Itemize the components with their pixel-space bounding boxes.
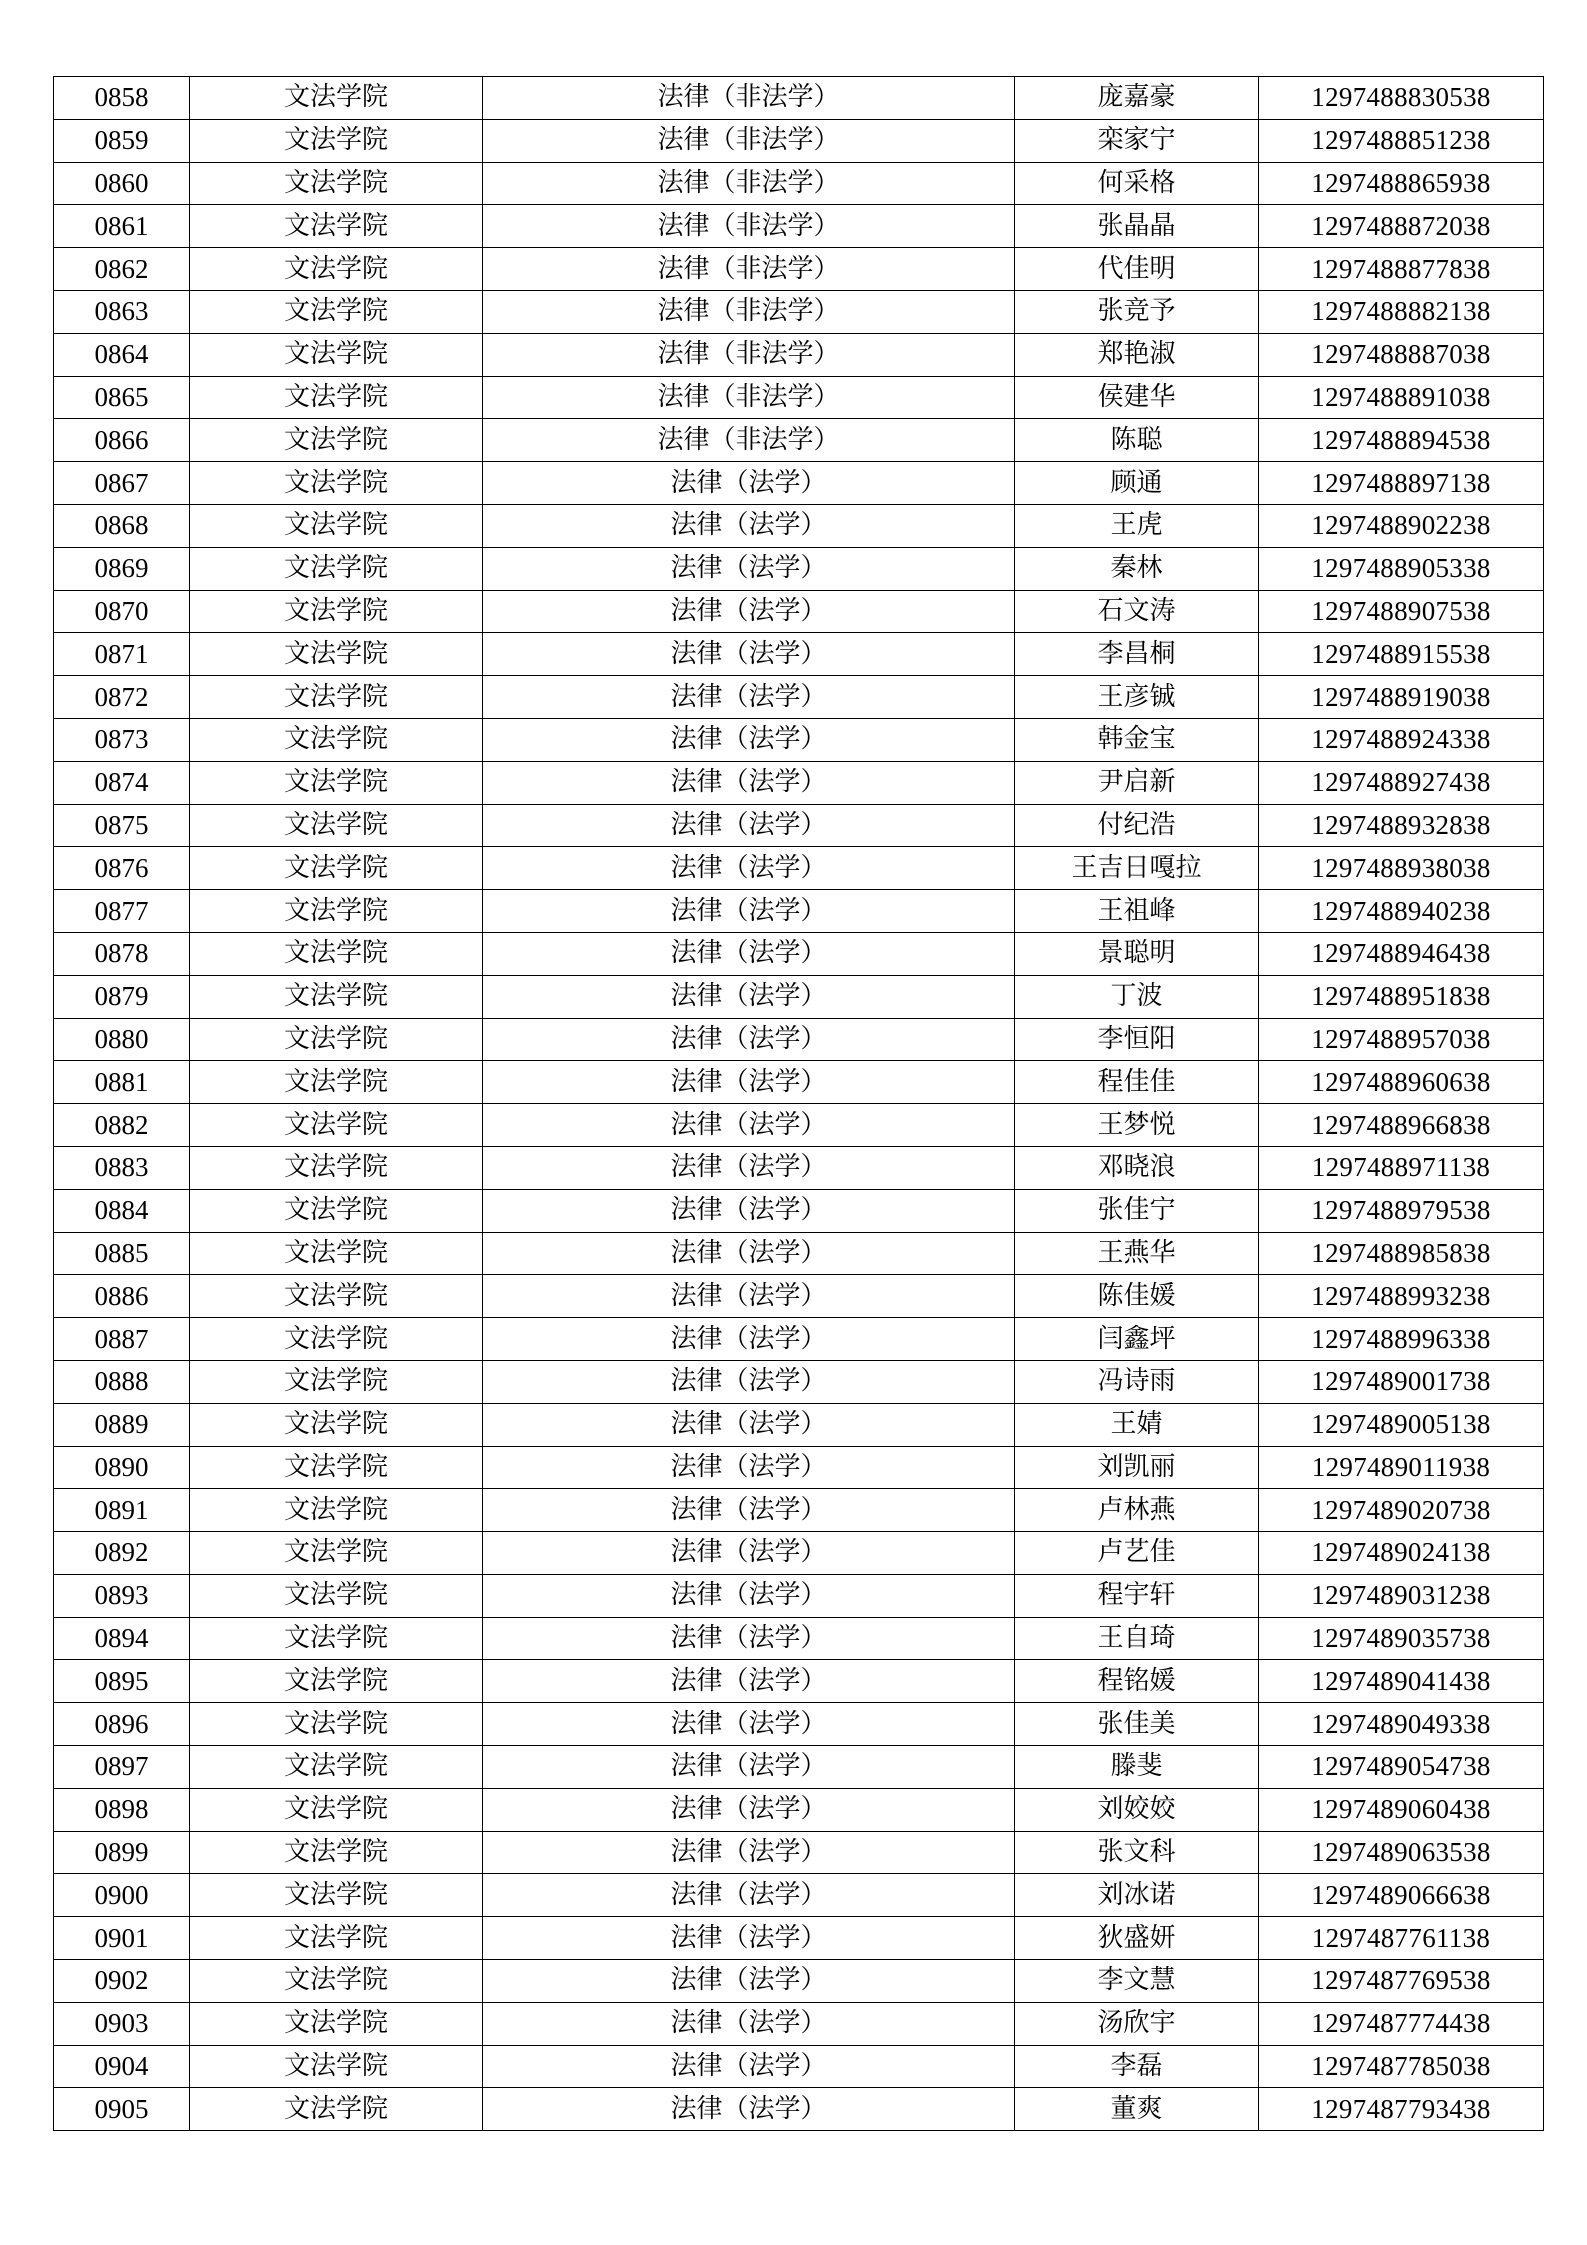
- student-name-cell: 王自琦: [1015, 1617, 1259, 1660]
- roster-table-body: [54, 77, 1544, 2131]
- table-row: [54, 1275, 1544, 1318]
- exam-id-cell: 1297488927438: [1259, 761, 1544, 804]
- college-cell: 文法学院: [190, 847, 483, 890]
- major-cell: 法律（非法学）: [483, 205, 1015, 248]
- exam-id-cell: 1297488985838: [1259, 1232, 1544, 1275]
- serial-number-cell: 0904: [54, 2045, 190, 2088]
- serial-number-cell: 0899: [54, 1831, 190, 1874]
- student-name-cell: 张佳宁: [1015, 1189, 1259, 1232]
- table-row: [54, 1831, 1544, 1874]
- serial-number-cell: 0893: [54, 1574, 190, 1617]
- college-cell: 文法学院: [190, 1574, 483, 1617]
- major-cell: 法律（非法学）: [483, 419, 1015, 462]
- student-name-cell: 代佳明: [1015, 248, 1259, 291]
- major-cell: 法律（非法学）: [483, 376, 1015, 419]
- major-cell: 法律（法学）: [483, 1403, 1015, 1446]
- table-row: [54, 1917, 1544, 1960]
- major-cell: 法律（非法学）: [483, 248, 1015, 291]
- college-cell: 文法学院: [190, 1874, 483, 1917]
- exam-id-cell: 1297487761138: [1259, 1917, 1544, 1960]
- exam-id-cell: 1297488957038: [1259, 1018, 1544, 1061]
- table-row: [54, 547, 1544, 590]
- student-name-cell: 石文涛: [1015, 590, 1259, 633]
- exam-id-cell: 1297488938038: [1259, 847, 1544, 890]
- college-cell: 文法学院: [190, 1189, 483, 1232]
- major-cell: 法律（法学）: [483, 847, 1015, 890]
- college-cell: 文法学院: [190, 718, 483, 761]
- exam-id-cell: 1297488902238: [1259, 504, 1544, 547]
- college-cell: 文法学院: [190, 419, 483, 462]
- exam-id-cell: 1297488830538: [1259, 77, 1544, 120]
- serial-number-cell: 0867: [54, 462, 190, 505]
- college-cell: 文法学院: [190, 376, 483, 419]
- exam-id-cell: 1297488971138: [1259, 1146, 1544, 1189]
- serial-number-cell: 0890: [54, 1446, 190, 1489]
- college-cell: 文法学院: [190, 333, 483, 376]
- exam-id-cell: 1297489031238: [1259, 1574, 1544, 1617]
- college-cell: 文法学院: [190, 1061, 483, 1104]
- student-name-cell: 栾家宁: [1015, 119, 1259, 162]
- exam-id-cell: 1297489035738: [1259, 1617, 1544, 1660]
- exam-id-cell: 1297489063538: [1259, 1831, 1544, 1874]
- table-row: [54, 1446, 1544, 1489]
- serial-number-cell: 0901: [54, 1917, 190, 1960]
- serial-number-cell: 0896: [54, 1703, 190, 1746]
- student-name-cell: 付纪浩: [1015, 804, 1259, 847]
- college-cell: 文法学院: [190, 676, 483, 719]
- table-row: [54, 847, 1544, 890]
- serial-number-cell: 0877: [54, 890, 190, 933]
- student-name-cell: 王祖峰: [1015, 890, 1259, 933]
- table-row: [54, 633, 1544, 676]
- major-cell: 法律（法学）: [483, 1788, 1015, 1831]
- college-cell: 文法学院: [190, 1532, 483, 1575]
- serial-number-cell: 0862: [54, 248, 190, 291]
- serial-number-cell: 0879: [54, 975, 190, 1018]
- serial-number-cell: 0885: [54, 1232, 190, 1275]
- serial-number-cell: 0895: [54, 1660, 190, 1703]
- exam-id-cell: 1297488891038: [1259, 376, 1544, 419]
- table-row: [54, 162, 1544, 205]
- college-cell: 文法学院: [190, 1660, 483, 1703]
- major-cell: 法律（法学）: [483, 1917, 1015, 1960]
- student-name-cell: 刘凯丽: [1015, 1446, 1259, 1489]
- college-cell: 文法学院: [190, 1275, 483, 1318]
- serial-number-cell: 0887: [54, 1318, 190, 1361]
- table-row: [54, 1403, 1544, 1446]
- serial-number-cell: 0880: [54, 1018, 190, 1061]
- college-cell: 文法学院: [190, 932, 483, 975]
- major-cell: 法律（法学）: [483, 1746, 1015, 1789]
- table-row: [54, 1660, 1544, 1703]
- exam-id-cell: 1297488865938: [1259, 162, 1544, 205]
- college-cell: 文法学院: [190, 119, 483, 162]
- major-cell: 法律（法学）: [483, 1360, 1015, 1403]
- student-name-cell: 王吉日嘎拉: [1015, 847, 1259, 890]
- major-cell: 法律（法学）: [483, 1446, 1015, 1489]
- table-row: [54, 890, 1544, 933]
- serial-number-cell: 0892: [54, 1532, 190, 1575]
- major-cell: 法律（法学）: [483, 1660, 1015, 1703]
- exam-id-cell: 1297488877838: [1259, 248, 1544, 291]
- college-cell: 文法学院: [190, 205, 483, 248]
- table-row: [54, 1874, 1544, 1917]
- exam-id-cell: 1297489049338: [1259, 1703, 1544, 1746]
- student-name-cell: 程铭媛: [1015, 1660, 1259, 1703]
- exam-id-cell: 1297489011938: [1259, 1446, 1544, 1489]
- student-name-cell: 侯建华: [1015, 376, 1259, 419]
- serial-number-cell: 0868: [54, 504, 190, 547]
- college-cell: 文法学院: [190, 248, 483, 291]
- major-cell: 法律（法学）: [483, 1489, 1015, 1532]
- exam-id-cell: 1297487774438: [1259, 2002, 1544, 2045]
- student-name-cell: 王彦铖: [1015, 676, 1259, 719]
- college-cell: 文法学院: [190, 1617, 483, 1660]
- college-cell: 文法学院: [190, 761, 483, 804]
- major-cell: 法律（法学）: [483, 890, 1015, 933]
- table-row: [54, 419, 1544, 462]
- major-cell: 法律（法学）: [483, 1831, 1015, 1874]
- major-cell: 法律（非法学）: [483, 119, 1015, 162]
- college-cell: 文法学院: [190, 804, 483, 847]
- college-cell: 文法学院: [190, 2088, 483, 2131]
- college-cell: 文法学院: [190, 1746, 483, 1789]
- serial-number-cell: 0863: [54, 290, 190, 333]
- exam-id-cell: 1297488907538: [1259, 590, 1544, 633]
- major-cell: 法律（法学）: [483, 633, 1015, 676]
- college-cell: 文法学院: [190, 1446, 483, 1489]
- student-name-cell: 景聪明: [1015, 932, 1259, 975]
- table-row: [54, 1318, 1544, 1361]
- exam-id-cell: 1297488960638: [1259, 1061, 1544, 1104]
- major-cell: 法律（非法学）: [483, 290, 1015, 333]
- table-row: [54, 718, 1544, 761]
- table-row: [54, 2045, 1544, 2088]
- college-cell: 文法学院: [190, 77, 483, 120]
- student-name-cell: 丁波: [1015, 975, 1259, 1018]
- college-cell: 文法学院: [190, 462, 483, 505]
- major-cell: 法律（法学）: [483, 1874, 1015, 1917]
- college-cell: 文法学院: [190, 1960, 483, 2003]
- major-cell: 法律（法学）: [483, 1146, 1015, 1189]
- exam-id-cell: 1297488940238: [1259, 890, 1544, 933]
- serial-number-cell: 0891: [54, 1489, 190, 1532]
- serial-number-cell: 0874: [54, 761, 190, 804]
- serial-number-cell: 0875: [54, 804, 190, 847]
- table-row: [54, 1061, 1544, 1104]
- college-cell: 文法学院: [190, 2045, 483, 2088]
- college-cell: 文法学院: [190, 2002, 483, 2045]
- college-cell: 文法学院: [190, 975, 483, 1018]
- major-cell: 法律（法学）: [483, 1574, 1015, 1617]
- student-name-cell: 滕斐: [1015, 1746, 1259, 1789]
- exam-id-cell: 1297489005138: [1259, 1403, 1544, 1446]
- serial-number-cell: 0876: [54, 847, 190, 890]
- exam-id-cell: 1297488966838: [1259, 1104, 1544, 1147]
- major-cell: 法律（法学）: [483, 1189, 1015, 1232]
- table-row: [54, 1018, 1544, 1061]
- student-name-cell: 张文科: [1015, 1831, 1259, 1874]
- major-cell: 法律（法学）: [483, 932, 1015, 975]
- college-cell: 文法学院: [190, 1232, 483, 1275]
- serial-number-cell: 0894: [54, 1617, 190, 1660]
- student-name-cell: 闫鑫坪: [1015, 1318, 1259, 1361]
- table-row: [54, 1703, 1544, 1746]
- serial-number-cell: 0883: [54, 1146, 190, 1189]
- exam-id-cell: 1297488915538: [1259, 633, 1544, 676]
- student-name-cell: 王婧: [1015, 1403, 1259, 1446]
- major-cell: 法律（法学）: [483, 1104, 1015, 1147]
- college-cell: 文法学院: [190, 547, 483, 590]
- student-name-cell: 王燕华: [1015, 1232, 1259, 1275]
- exam-id-cell: 1297488924338: [1259, 718, 1544, 761]
- serial-number-cell: 0861: [54, 205, 190, 248]
- major-cell: 法律（法学）: [483, 2002, 1015, 2045]
- college-cell: 文法学院: [190, 633, 483, 676]
- major-cell: 法律（法学）: [483, 761, 1015, 804]
- serial-number-cell: 0860: [54, 162, 190, 205]
- serial-number-cell: 0865: [54, 376, 190, 419]
- college-cell: 文法学院: [190, 1703, 483, 1746]
- student-name-cell: 卢林燕: [1015, 1489, 1259, 1532]
- major-cell: 法律（法学）: [483, 804, 1015, 847]
- serial-number-cell: 0871: [54, 633, 190, 676]
- student-name-cell: 李昌桐: [1015, 633, 1259, 676]
- table-row: [54, 290, 1544, 333]
- exam-id-cell: 1297487769538: [1259, 1960, 1544, 2003]
- serial-number-cell: 0903: [54, 2002, 190, 2045]
- student-name-cell: 张佳美: [1015, 1703, 1259, 1746]
- serial-number-cell: 0881: [54, 1061, 190, 1104]
- table-row: [54, 333, 1544, 376]
- exam-id-cell: 1297489060438: [1259, 1788, 1544, 1831]
- major-cell: 法律（法学）: [483, 2045, 1015, 2088]
- major-cell: 法律（法学）: [483, 1318, 1015, 1361]
- exam-id-cell: 1297488887038: [1259, 333, 1544, 376]
- exam-id-cell: 1297488872038: [1259, 205, 1544, 248]
- exam-id-cell: 1297489020738: [1259, 1489, 1544, 1532]
- student-name-cell: 庞嘉豪: [1015, 77, 1259, 120]
- exam-id-cell: 1297487785038: [1259, 2045, 1544, 2088]
- serial-number-cell: 0869: [54, 547, 190, 590]
- college-cell: 文法学院: [190, 162, 483, 205]
- student-name-cell: 董爽: [1015, 2088, 1259, 2131]
- serial-number-cell: 0859: [54, 119, 190, 162]
- serial-number-cell: 0873: [54, 718, 190, 761]
- major-cell: 法律（法学）: [483, 2088, 1015, 2131]
- table-row: [54, 1617, 1544, 1660]
- student-name-cell: 韩金宝: [1015, 718, 1259, 761]
- serial-number-cell: 0889: [54, 1403, 190, 1446]
- serial-number-cell: 0897: [54, 1746, 190, 1789]
- student-name-cell: 秦林: [1015, 547, 1259, 590]
- student-name-cell: 何采格: [1015, 162, 1259, 205]
- table-row: [54, 77, 1544, 120]
- student-name-cell: 刘姣姣: [1015, 1788, 1259, 1831]
- table-row: [54, 205, 1544, 248]
- college-cell: 文法学院: [190, 1360, 483, 1403]
- serial-number-cell: 0870: [54, 590, 190, 633]
- exam-id-cell: 1297488851238: [1259, 119, 1544, 162]
- serial-number-cell: 0866: [54, 419, 190, 462]
- serial-number-cell: 0858: [54, 77, 190, 120]
- serial-number-cell: 0864: [54, 333, 190, 376]
- serial-number-cell: 0878: [54, 932, 190, 975]
- table-row: [54, 1574, 1544, 1617]
- exam-id-cell: 1297489054738: [1259, 1746, 1544, 1789]
- table-row: [54, 1746, 1544, 1789]
- student-name-cell: 王虎: [1015, 504, 1259, 547]
- student-name-cell: 邓晓浪: [1015, 1146, 1259, 1189]
- major-cell: 法律（法学）: [483, 462, 1015, 505]
- exam-id-cell: 1297489001738: [1259, 1360, 1544, 1403]
- major-cell: 法律（法学）: [483, 504, 1015, 547]
- table-row: [54, 2002, 1544, 2045]
- college-cell: 文法学院: [190, 1318, 483, 1361]
- serial-number-cell: 0905: [54, 2088, 190, 2131]
- exam-id-cell: 1297488979538: [1259, 1189, 1544, 1232]
- serial-number-cell: 0886: [54, 1275, 190, 1318]
- student-name-cell: 卢艺佳: [1015, 1532, 1259, 1575]
- exam-id-cell: 1297489041438: [1259, 1660, 1544, 1703]
- student-name-cell: 刘冰诺: [1015, 1874, 1259, 1917]
- major-cell: 法律（法学）: [483, 1275, 1015, 1318]
- serial-number-cell: 0900: [54, 1874, 190, 1917]
- student-name-cell: 李磊: [1015, 2045, 1259, 2088]
- table-row: [54, 248, 1544, 291]
- college-cell: 文法学院: [190, 590, 483, 633]
- table-row: [54, 1489, 1544, 1532]
- exam-id-cell: 1297489024138: [1259, 1532, 1544, 1575]
- table-row: [54, 590, 1544, 633]
- student-name-cell: 冯诗雨: [1015, 1360, 1259, 1403]
- student-name-cell: 程佳佳: [1015, 1061, 1259, 1104]
- serial-number-cell: 0902: [54, 1960, 190, 2003]
- table-row: [54, 2088, 1544, 2131]
- serial-number-cell: 0872: [54, 676, 190, 719]
- table-row: [54, 1532, 1544, 1575]
- college-cell: 文法学院: [190, 1831, 483, 1874]
- college-cell: 文法学院: [190, 504, 483, 547]
- major-cell: 法律（法学）: [483, 547, 1015, 590]
- exam-id-cell: 1297488905338: [1259, 547, 1544, 590]
- major-cell: 法律（法学）: [483, 1532, 1015, 1575]
- college-cell: 文法学院: [190, 1403, 483, 1446]
- table-row: [54, 676, 1544, 719]
- major-cell: 法律（法学）: [483, 1960, 1015, 2003]
- college-cell: 文法学院: [190, 1104, 483, 1147]
- table-row: [54, 1788, 1544, 1831]
- student-name-cell: 李恒阳: [1015, 1018, 1259, 1061]
- exam-id-cell: 1297488919038: [1259, 676, 1544, 719]
- student-name-cell: 陈佳媛: [1015, 1275, 1259, 1318]
- major-cell: 法律（法学）: [483, 676, 1015, 719]
- exam-id-cell: 1297488894538: [1259, 419, 1544, 462]
- table-row: [54, 975, 1544, 1018]
- table-row: [54, 1232, 1544, 1275]
- major-cell: 法律（非法学）: [483, 77, 1015, 120]
- student-name-cell: 陈聪: [1015, 419, 1259, 462]
- student-name-cell: 狄盛妍: [1015, 1917, 1259, 1960]
- table-row: [54, 376, 1544, 419]
- college-cell: 文法学院: [190, 1018, 483, 1061]
- major-cell: 法律（法学）: [483, 718, 1015, 761]
- student-name-cell: 程宇轩: [1015, 1574, 1259, 1617]
- major-cell: 法律（法学）: [483, 1617, 1015, 1660]
- exam-id-cell: 1297488897138: [1259, 462, 1544, 505]
- serial-number-cell: 0898: [54, 1788, 190, 1831]
- major-cell: 法律（法学）: [483, 1232, 1015, 1275]
- student-name-cell: 尹启新: [1015, 761, 1259, 804]
- major-cell: 法律（法学）: [483, 590, 1015, 633]
- exam-id-cell: 1297488932838: [1259, 804, 1544, 847]
- college-cell: 文法学院: [190, 890, 483, 933]
- table-row: [54, 1189, 1544, 1232]
- major-cell: 法律（法学）: [483, 1018, 1015, 1061]
- serial-number-cell: 0884: [54, 1189, 190, 1232]
- major-cell: 法律（法学）: [483, 1703, 1015, 1746]
- student-name-cell: 汤欣宇: [1015, 2002, 1259, 2045]
- college-cell: 文法学院: [190, 1788, 483, 1831]
- major-cell: 法律（非法学）: [483, 162, 1015, 205]
- exam-id-cell: 1297487793438: [1259, 2088, 1544, 2131]
- table-row: [54, 1104, 1544, 1147]
- major-cell: 法律（非法学）: [483, 333, 1015, 376]
- college-cell: 文法学院: [190, 1917, 483, 1960]
- serial-number-cell: 0888: [54, 1360, 190, 1403]
- college-cell: 文法学院: [190, 290, 483, 333]
- exam-id-cell: 1297489066638: [1259, 1874, 1544, 1917]
- exam-id-cell: 1297488882138: [1259, 290, 1544, 333]
- table-row: [54, 932, 1544, 975]
- student-name-cell: 王梦悦: [1015, 1104, 1259, 1147]
- exam-id-cell: 1297488946438: [1259, 932, 1544, 975]
- college-cell: 文法学院: [190, 1489, 483, 1532]
- exam-id-cell: 1297488996338: [1259, 1318, 1544, 1361]
- table-row: [54, 1360, 1544, 1403]
- table-row: [54, 462, 1544, 505]
- student-roster-table: [53, 76, 1544, 2131]
- student-name-cell: 张晶晶: [1015, 205, 1259, 248]
- student-name-cell: 郑艳淑: [1015, 333, 1259, 376]
- student-name-cell: 李文慧: [1015, 1960, 1259, 2003]
- student-name-cell: 顾通: [1015, 462, 1259, 505]
- major-cell: 法律（法学）: [483, 1061, 1015, 1104]
- table-row: [54, 504, 1544, 547]
- exam-id-cell: 1297488951838: [1259, 975, 1544, 1018]
- college-cell: 文法学院: [190, 1146, 483, 1189]
- student-name-cell: 张竞予: [1015, 290, 1259, 333]
- serial-number-cell: 0882: [54, 1104, 190, 1147]
- exam-id-cell: 1297488993238: [1259, 1275, 1544, 1318]
- table-row: [54, 804, 1544, 847]
- table-row: [54, 1960, 1544, 2003]
- table-row: [54, 119, 1544, 162]
- table-row: [54, 761, 1544, 804]
- major-cell: 法律（法学）: [483, 975, 1015, 1018]
- table-row: [54, 1146, 1544, 1189]
